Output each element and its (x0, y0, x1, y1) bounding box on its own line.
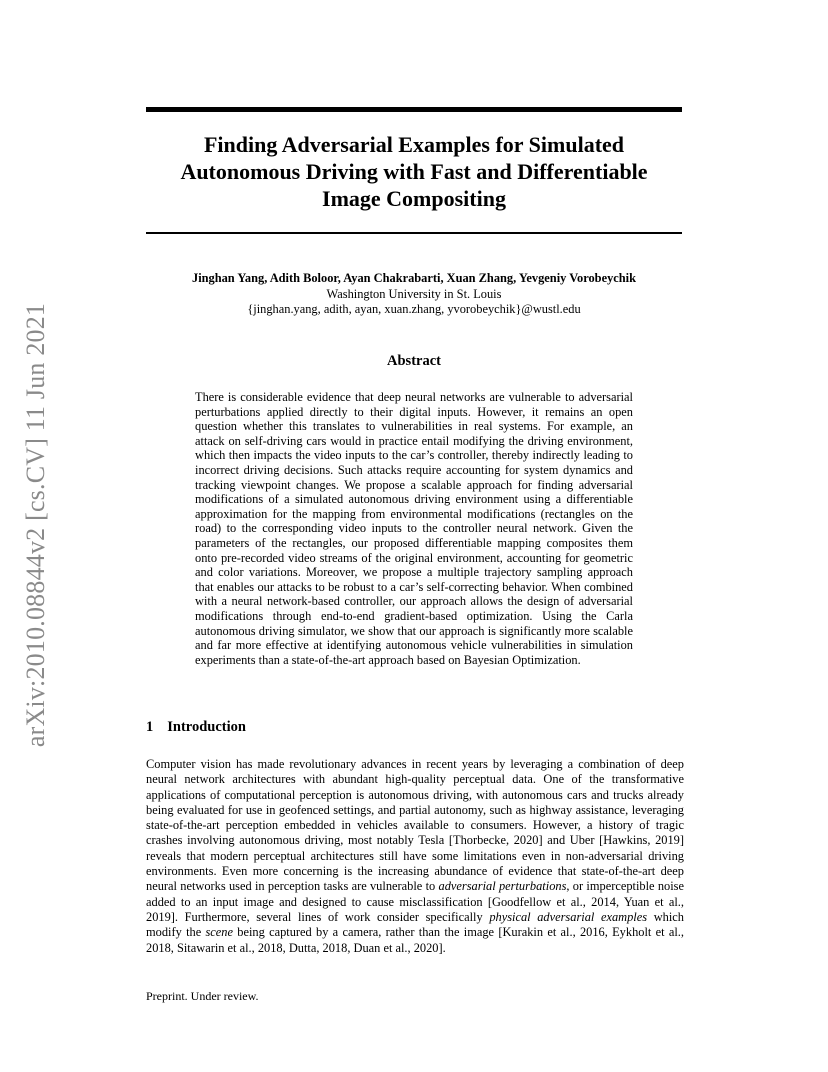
title-line-1: Finding Adversarial Examples for Simulated (203, 132, 625, 157)
intro-text-part-3: which modify the (146, 909, 684, 940)
title-line-2: Autonomous Driving with Fast and Differentiable (180, 159, 648, 184)
title-top-rule (146, 107, 682, 112)
arxiv-identifier-stamp: arXiv:2010.08844v2 [cs.CV] 11 Jun 2021 (21, 302, 50, 748)
affiliation: Washington University in St. Louis (326, 286, 502, 301)
paper-title (146, 131, 682, 212)
abstract-text: There is considerable evidence that deep neural networks are vulnerable to adversarial perturbations applied directly to their digital inputs. However, it remains an open question whether this translates to vulnerabilities in real systems. For example, an attack on self-driving cars would in practice entail modifying the driving environment, which then impacts the video inputs to the car’s controller, thereby indirectly leading to incorrect driving decisions. Such attacks require accounting for system dynamics and tracking viewpoint changes. We propose a scalable approach for finding adversarial modifications of a simulated autonomous driving environment using a differentiable approximation for the mapping from environmental modifications (rectangles on the road) to the corresponding video inputs to the controller neural network. Given the parameters of the rectangles, our proposed differentiable mapping composites them onto pre-recorded video streams of the original environment, accounting for geometric and color variations. Moreover, we propose a multiple trajectory sampling approach that enables our attacks to be robust to a car’s self-correcting behavior. When combined with a neural network-based controller, our approach allows the design of adversarial modifications through end-to-end gradient-based optimization. Using the Carla autonomous driving simulator, we show that our approach is significantly more scalable and far more effective at identifying autonomous vehicle vulnerabilities in simulation experiments than a state-of-the-art approach based on Bayesian Optimization. (195, 390, 633, 667)
preprint-footer-note: Preprint. Under review. (146, 989, 259, 1003)
author-block (146, 271, 682, 318)
section-number: 1 (146, 719, 154, 735)
intro-text-part-2: , or imperceptible noise added to an input image and designed to cause misclassification [Goodfellow et al., 2014, Yuan et al., 2019]. Furthermore, several lines of work consider specifically (146, 879, 684, 924)
introduction-paragraph (146, 757, 684, 956)
title-line-3: Image Compositing (322, 186, 506, 211)
intro-emphasis-adversarial-perturbations: adversarial perturbations (438, 879, 567, 894)
intro-text-part-1: Computer vision has made revolutionary advances in recent years by leveraging a combination of deep neural network architectures with abundant high-quality perceptual data. One of the transformative applications of computational perception is autonomous driving, with autonomous cars and trucks already being evaluated for use in geofenced settings, and partial autonomy, such as highway assistance, leveraging state-of-the-art perception embedded in vehicles available to consumers. However, a history of tragic crashes involving autonomous driving, most notably Tesla [Thorbecke, 2020] and Uber [Hawkins, 2019] reveals that modern perceptual architectures still have some limitations even in non-adversarial driving environments. Even more concerning is the increasing abundance of evidence that state-of-the-art deep neural networks used in perception tasks are vulnerable to (146, 757, 684, 894)
section-heading-introduction (146, 719, 246, 736)
intro-emphasis-physical-adversarial-examples: physical adversarial examples (489, 909, 648, 924)
author-emails: {jinghan.yang, adith, ayan, xuan.zhang, yvorobeychik}@wustl.edu (247, 302, 581, 316)
abstract-heading: Abstract (387, 353, 441, 369)
intro-emphasis-scene: scene (205, 925, 234, 940)
section-title: Introduction (167, 719, 246, 735)
intro-text-part-4: being captured by a camera, rather than the image [Kurakin et al., 2016, Eykholt et al., 2018, Sitawarin et al., 2018, Dutta, 2018, Duan et al., 2020]. (146, 925, 684, 955)
title-bottom-rule (146, 232, 682, 234)
author-names: Jinghan Yang, Adith Boloor, Ayan Chakrabarti, Xuan Zhang, Yevgeniy Vorobeychik (192, 271, 636, 285)
